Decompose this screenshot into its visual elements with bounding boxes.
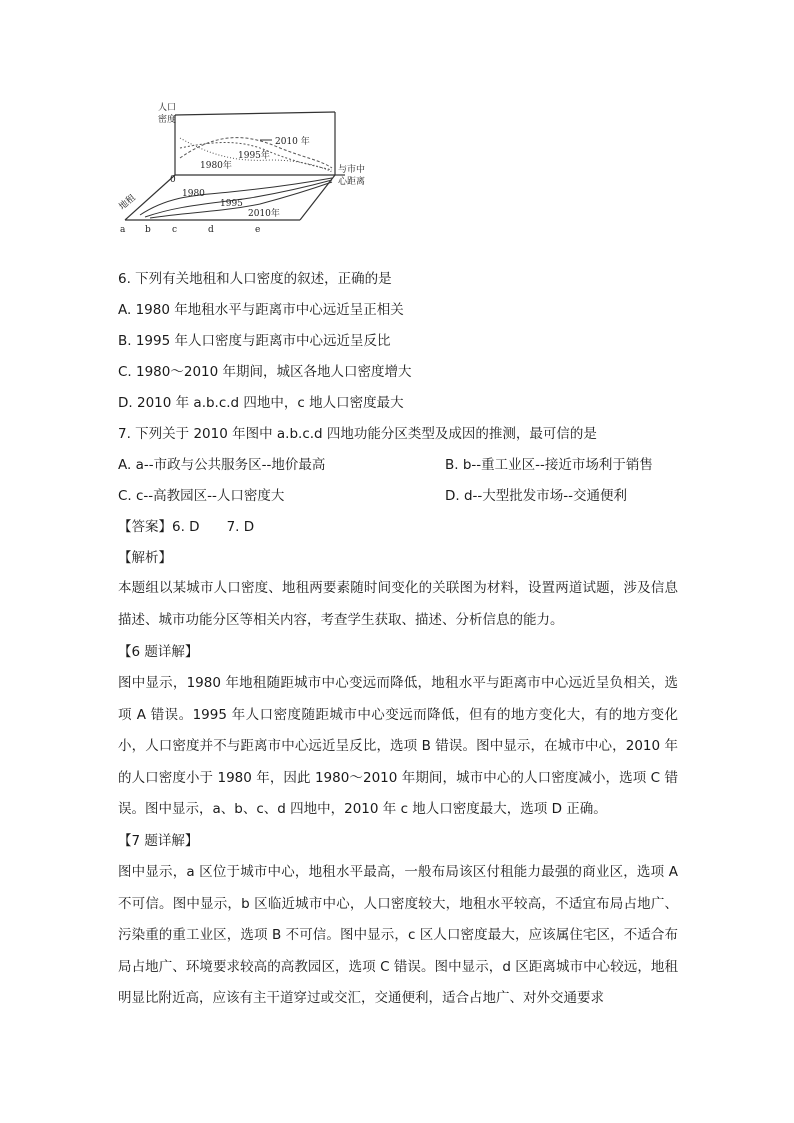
q6-detail-text: 图中显示，1980 年地租随距城市中心变远而降低，地租水平与距离市中心远近呈负相关，选项 A 错误。1995 年人口密度随距城市中心变远而降低，但有的地方变化大，有的地方变化小，人口密度并不与距离市中心远近呈反比，选项 B 错误。图中显示，在城市中心，2010 年的人口密度小于 1980 年，因此 1980～2010 年期间，城市中心的人口密度减小，选项 C 错误。图中显示，a、b、c、d 四地中，2010 年 c 地人口密度最大，选项 D 正确。 [118, 675, 678, 817]
q6-stem: 6. 下列有关地租和人口密度的叙述，正确的是 [118, 271, 392, 287]
q7-stem: 7. 下列关于 2010 年图中 a.b.c.d 四地功能分区类型及成因的推测，最可信的是 [118, 426, 597, 442]
curve-label-1980-upper: 1980年 [200, 161, 232, 171]
q7-option-c: C. c--高教园区--人口密度大 [118, 488, 285, 504]
population-rent-diagram [110, 100, 400, 240]
y-axis-title-line2: 密度 [158, 115, 177, 125]
q6-option-c: C. 1980～2010 年期间，城区各地人口密度增大 [118, 364, 412, 380]
curve-label-2010-upper: 2010 年 [275, 137, 310, 147]
point-label-d: d [208, 225, 214, 235]
curve-label-1995-lower: 1995 [220, 199, 243, 209]
answer-line: 【答案】6. D 7. D [118, 519, 255, 535]
q6-detail-title: 【6 题详解】 [118, 644, 199, 660]
q7-option-d: D. d--大型批发市场--交通便利 [445, 488, 628, 504]
q6-option-b: B. 1995 年人口密度与距离市中心远近呈反比 [118, 333, 391, 349]
q6-option-d: D. 2010 年 a.b.c.d 四地中，c 地人口密度最大 [118, 395, 404, 411]
y-axis-title-line1: 人口 [158, 103, 177, 113]
x-axis-title-line2: 心距离 [338, 177, 366, 187]
curve-label-1995-upper: 1995年 [238, 151, 270, 161]
curve-label-1980-lower: 1980 [182, 189, 205, 199]
point-label-e: e [255, 225, 261, 235]
q6-option-a: A. 1980 年地租水平与距离市中心远近呈正相关 [118, 302, 404, 318]
analysis-text: 本题组以某城市人口密度、地租两要素随时间变化的关联图为材料，设置两道试题，涉及信息描述、城市功能分区等相关内容，考查学生获取、描述、分析信息的能力。 [118, 580, 678, 628]
q7-detail-text: 图中显示，a 区位于城市中心，地租水平最高，一般布局该区付租能力最强的商业区，选项 A 不可信。图中显示，b 区临近城市中心，人口密度较大，地租水平较高，不适宜布局占地广、污染重的重工业区，选项 B 不可信。图中显示，c 区人口密度最大，应该属住宅区，不适合布局占地广、环境要求较高的高教园区，选项 C 错误。图中显示，d 区距离城市中心较远，地租明显比附近高，应该有主干道穿过或交汇，交通便利，适合占地广、对外交通要求 [118, 864, 678, 1006]
q7-option-a: A. a--市政与公共服务区--地价最高 [118, 457, 326, 473]
point-label-b: b [145, 225, 151, 235]
point-label-c: c [172, 225, 178, 235]
curve-label-2010-lower: 2010年 [248, 209, 280, 219]
point-label-a: a [120, 225, 126, 235]
origin-label: 0 [170, 175, 176, 185]
analysis-title: 【解析】 [118, 550, 172, 566]
q7-detail-title: 【7 题详解】 [118, 833, 199, 849]
z-axis-title: 地租 [117, 193, 138, 213]
x-axis-title-line1: 与市中 [338, 165, 366, 175]
q7-option-b: B. b--重工业区--接近市场利于销售 [445, 457, 653, 473]
